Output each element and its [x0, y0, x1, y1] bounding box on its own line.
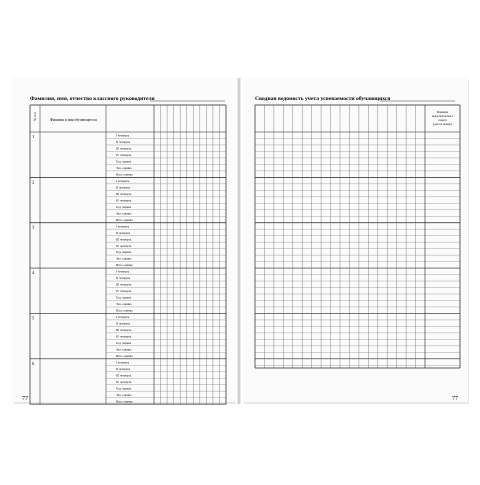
right-page-heading: Сводная ведомость учета успеваемости обучающихся	[255, 96, 391, 102]
decision-header-line: Решение	[436, 110, 449, 114]
period-label: Итог. оценка	[116, 217, 133, 222]
student-number: 4	[32, 270, 35, 276]
period-label: I четверть	[116, 133, 130, 138]
left-page-heading: Фамилия, имя, отчество классного руководителя	[30, 96, 155, 102]
period-label: Итог. оценка	[116, 263, 133, 268]
period-label: III четверть	[116, 237, 132, 242]
period-label: Итог. оценка	[116, 399, 133, 404]
period-label: I четверть	[116, 269, 130, 274]
student-number: 2	[32, 179, 35, 185]
decision-header-line: (дата и номер)	[433, 122, 452, 126]
period-label: I четверть	[116, 224, 130, 229]
period-label: Год. оценка	[116, 159, 132, 164]
period-label: Экз. оценка	[116, 211, 132, 216]
decision-header-line: совета	[438, 118, 447, 122]
period-label: Экз. оценка	[116, 392, 132, 397]
period-label: Год. оценка	[116, 386, 132, 391]
period-label: Итог. оценка	[116, 172, 133, 177]
left-page-number: 77	[22, 396, 28, 402]
period-label: Итог. оценка	[116, 353, 133, 358]
period-label: II четверть	[116, 140, 131, 145]
period-label: IV четверть	[116, 243, 132, 248]
period-label: II четверть	[116, 366, 131, 371]
period-label: IV четверть	[116, 334, 132, 339]
number-column-header: № п/п	[33, 112, 37, 121]
student-number: 1	[32, 134, 35, 139]
period-label: III четверть	[116, 373, 132, 378]
period-label: Год. оценка	[116, 250, 132, 255]
period-label: II четверть	[116, 185, 131, 190]
period-label: II четверть	[116, 230, 131, 235]
period-label: Год. оценка	[116, 295, 132, 300]
period-label: III четверть	[116, 146, 132, 151]
period-label: II четверть	[116, 321, 131, 326]
period-label: Год. оценка	[116, 204, 132, 209]
period-label: Итог. оценка	[116, 308, 133, 313]
period-label: Год. оценка	[116, 340, 132, 345]
period-label: IV четверть	[116, 198, 132, 203]
period-label: IV четверть	[116, 153, 132, 158]
student-number: 3	[32, 224, 35, 230]
student-number: 5	[32, 315, 35, 321]
period-label: IV четверть	[116, 289, 132, 294]
period-label: I четверть	[116, 178, 130, 183]
right-page	[242, 78, 468, 402]
period-label: Экз. оценка	[116, 347, 132, 352]
period-label: I четверть	[116, 360, 130, 365]
period-label: III четверть	[116, 328, 132, 332]
period-label: Экз. оценка	[116, 302, 132, 307]
period-label: I четверть	[116, 315, 130, 320]
decision-header-line: педагогического	[431, 114, 454, 118]
period-label: Экз. оценка	[116, 166, 132, 170]
right-page-number: 77	[452, 396, 458, 402]
student-number: 6	[32, 360, 35, 366]
period-label: III четверть	[116, 191, 132, 196]
period-label: Экз. оценка	[116, 256, 132, 261]
period-label: II четверть	[116, 276, 131, 281]
period-label: III четверть	[116, 282, 132, 287]
name-column-header: Фамилия и имя обучающегося	[50, 118, 97, 122]
period-label: IV четверть	[116, 379, 132, 384]
